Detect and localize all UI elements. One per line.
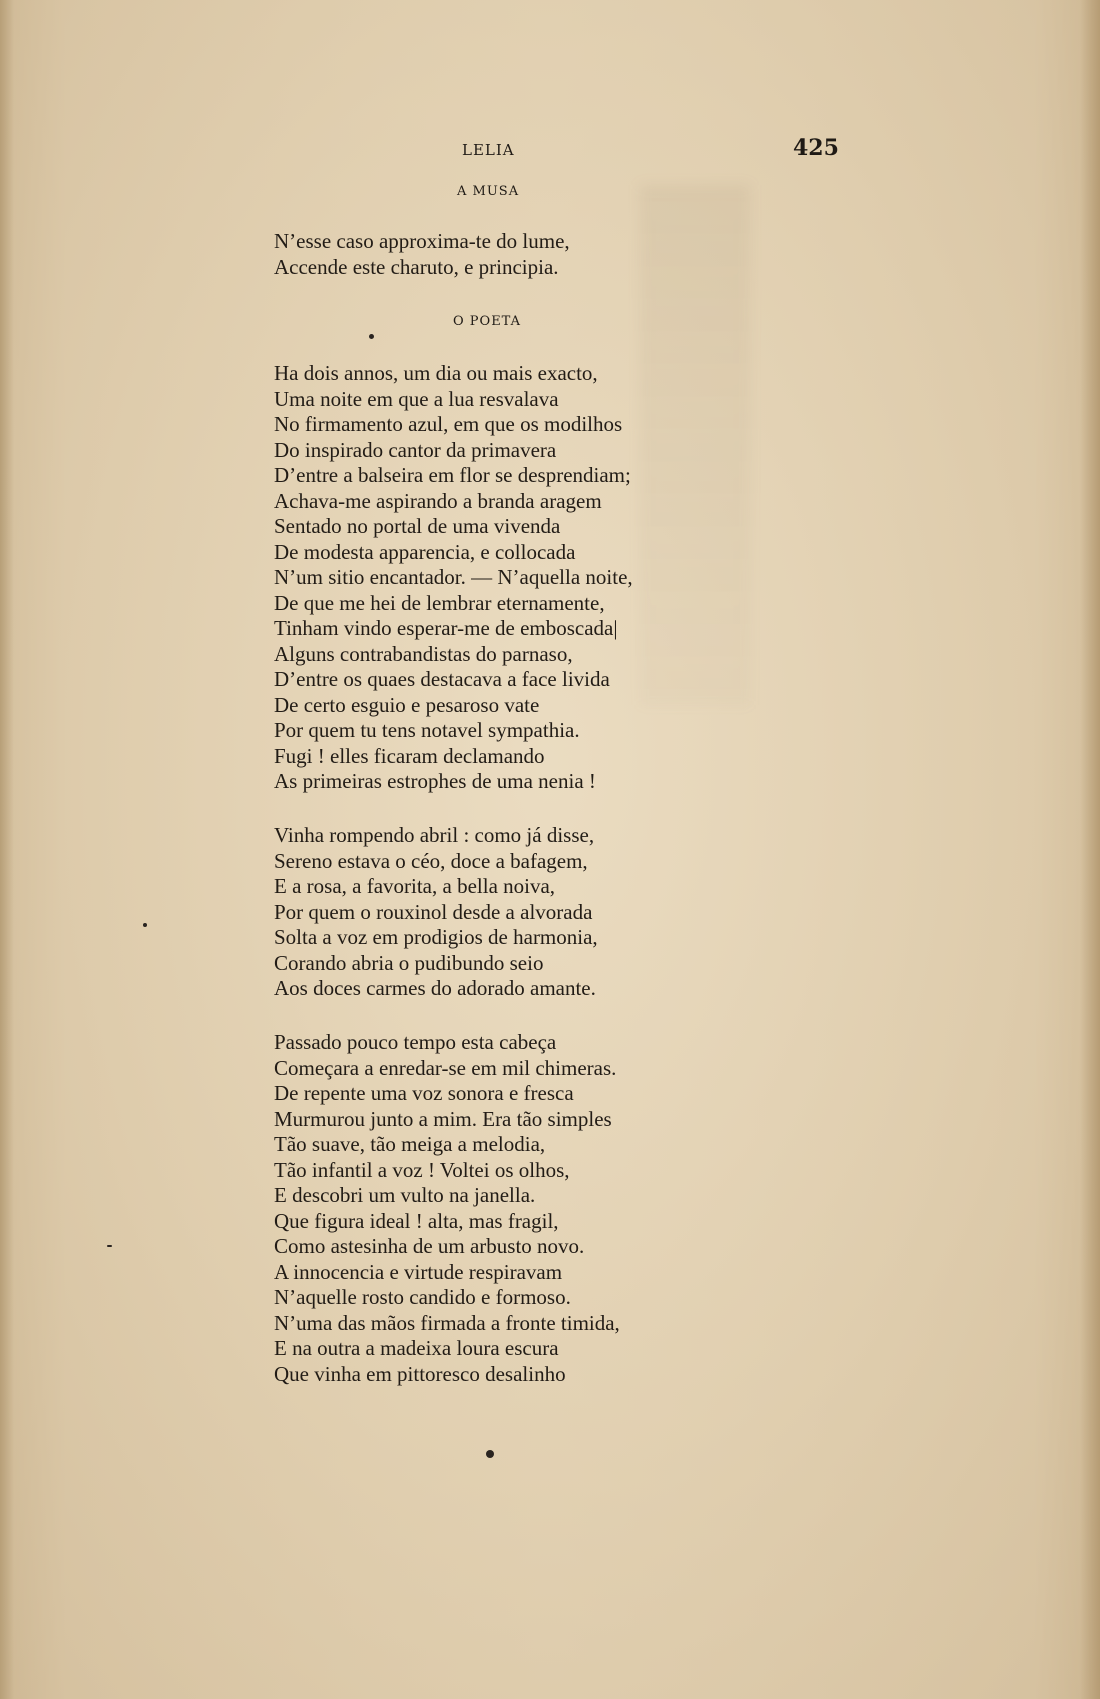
page-edge-left — [0, 0, 14, 1699]
verse-line: Por quem o rouxinol desde a alvorada — [274, 899, 593, 924]
page-edge-right — [1080, 0, 1100, 1699]
verse-line: De repente uma voz sonora e fresca — [274, 1081, 574, 1105]
stanza-poeta-1 — [274, 361, 744, 795]
verse-line: Solta a voz em prodigios de harmonia, — [274, 925, 598, 949]
page-number: 425 — [793, 135, 839, 161]
verse-line: Corando abria o pudibundo seio — [274, 950, 544, 975]
stanza-poeta-2 — [274, 823, 744, 1002]
verse-line: N’esse caso approxima-te do lume, — [274, 229, 570, 253]
verse-line: Sentado no portal de uma vivenda — [274, 514, 561, 538]
stanza-poeta-3 — [274, 1030, 744, 1387]
verse-line: D’entre a balseira em flor se desprendiam; — [274, 463, 631, 487]
running-head: LELIA — [462, 141, 515, 159]
verse-line: Passado pouco tempo esta cabeça — [274, 1030, 557, 1054]
verse-line: Por quem tu tens notavel sympathia. — [274, 718, 580, 742]
verse-line: Alguns contrabandistas do parnaso, — [274, 641, 573, 666]
verse-line: As primeiras estrophes de uma nenia ! — [274, 769, 596, 793]
verse-line: Começara a enredar-se em mil chimeras. — [274, 1055, 617, 1080]
verse-line: Tão infantil a voz ! Voltei os olhos, — [274, 1157, 570, 1182]
verse-line: Ha dois annos, um dia ou mais exacto, — [274, 361, 598, 385]
ink-speck — [486, 1450, 494, 1458]
verse-line: D’entre os quaes destacava a face livida — [274, 667, 610, 691]
speaker-heading-musa: A MUSA — [457, 184, 520, 199]
verse-line: E a rosa, a favorita, a bella noiva, — [274, 874, 556, 898]
verse-line: De certo esguio e pesaroso vate — [274, 692, 540, 717]
verse-line: Que vinha em pittoresco desalinho — [274, 1361, 566, 1386]
verse-line: Fugi ! elles ficaram declamando — [274, 743, 545, 768]
verse-line: De que me hei de lembrar eternamente, — [274, 590, 605, 615]
verse-line: De modesta apparencia, e collocada — [274, 539, 576, 564]
verse-line: Uma noite em que a lua resvalava — [274, 386, 559, 411]
verse-line: Tinham vindo esperar-me de emboscada| — [274, 616, 618, 640]
verse-line: Que figura ideal ! alta, mas fragil, — [274, 1208, 559, 1233]
verse-line: N’uma das mãos firmada a fronte timida, — [274, 1310, 620, 1335]
verse-line: N’aquelle rosto candido e formoso. — [274, 1285, 571, 1309]
verse-line: Achava-me aspirando a branda aragem — [274, 488, 602, 513]
verse-line: E descobri um vulto na janella. — [274, 1183, 536, 1207]
verse-line: E na outra a madeixa loura escura — [274, 1336, 559, 1360]
verse-line: Como astesinha de um arbusto novo. — [274, 1234, 585, 1258]
stanza-musa — [274, 229, 744, 280]
verse-line: Vinha rompendo abril : como já disse, — [274, 823, 595, 847]
verse-line: N’um sitio encantador. — N’aquella noite, — [274, 565, 633, 589]
verse-line: Aos doces carmes do adorado amante. — [274, 976, 596, 1000]
verse-line: Tão suave, tão meiga a melodia, — [274, 1132, 546, 1156]
verse-line: Sereno estava o céo, doce a bafagem, — [274, 848, 588, 873]
verse-line: No firmamento azul, em que os modilhos — [274, 412, 623, 436]
speaker-heading-poeta: O POETA — [453, 314, 522, 329]
verse-line: A innocencia e virtude respiravam — [274, 1259, 563, 1284]
verse-line: Accende este charuto, e principia. — [274, 254, 559, 279]
verse-line: Murmurou junto a mim. Era tão simples — [274, 1106, 612, 1131]
ink-speck — [143, 923, 147, 927]
verse-line: Do inspirado cantor da primavera — [274, 437, 557, 462]
ink-speck — [107, 1245, 112, 1247]
ink-speck — [369, 334, 374, 339]
